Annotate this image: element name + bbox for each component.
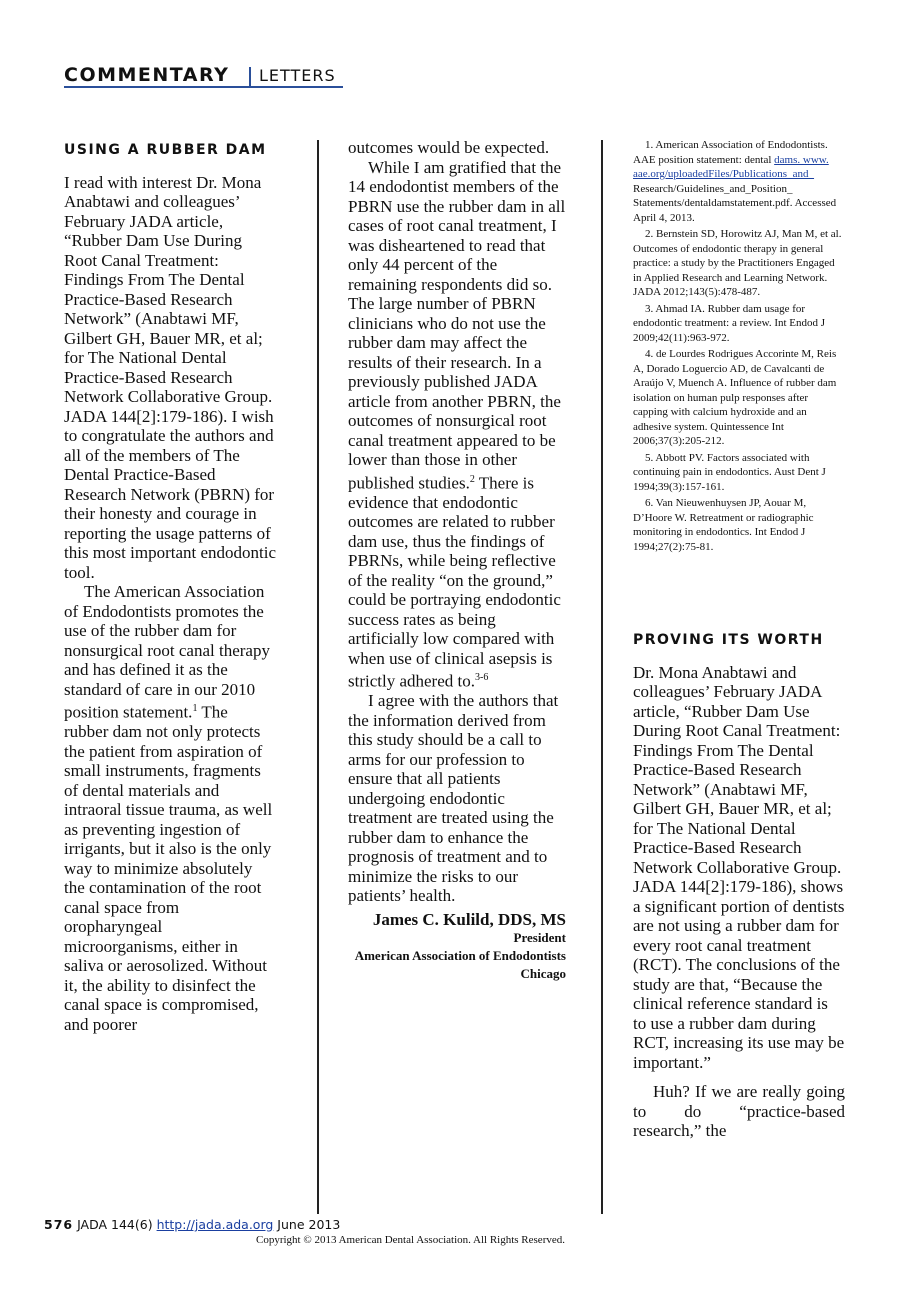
journal-url-link[interactable]: http://jada.ada.org bbox=[156, 1217, 274, 1232]
reference-item: 6. Van Nieuwenhuysen JP, Aouar M, D’Hoore W. Retreatment or radiographic monitoring in endodontics. Int Endod J 1994;27(2):75-81. bbox=[633, 497, 814, 553]
reference-item: 2. Bernstein SD, Horowitz AJ, Man M, et al. Outcomes of endodontic therapy in general practice: a study by the Practitioners Engaged in Applied Research and Learning Network. JADA 2012;143(5):478-487. bbox=[633, 228, 842, 298]
reference-text: 1. American Association of Endodontists. AAE position statement: dental bbox=[633, 139, 828, 166]
reference-link[interactable]: dams. www. aae.org/uploadedFiles/Publications_and_ bbox=[633, 153, 829, 180]
copyright-notice: Copyright © 2013 American Dental Association. All Rights Reserved. bbox=[256, 1234, 565, 1246]
reference-text-rest: Research/Guidelines_and_Position_ Statements/dentaldamstatement.pdf. Accessed April 4, 2013. bbox=[633, 182, 837, 224]
header-underline bbox=[64, 86, 343, 88]
subsection-label: LETTERS bbox=[259, 66, 336, 85]
signature-city: Chicago bbox=[520, 966, 566, 982]
reference-item bbox=[633, 138, 845, 225]
letter1-paragraph-3 bbox=[348, 158, 566, 692]
letter1-paragraph-continued: outcomes would be expected. bbox=[348, 138, 550, 157]
issue-date: June 2013 bbox=[277, 1217, 341, 1232]
letter1-paragraph-4: I agree with the authors that the information derived from this study should be a call to arms for our profession to ensure that all patients undergoing endodontic treatment are treated using the rubber dam to enhance the prognosis of treatment and to minimize the risks to our patients’ health. bbox=[348, 691, 559, 906]
letter2-paragraph-1: Dr. Mona Anabtawi and colleagues’ February JADA article, “Rubber Dam Use During Root Canal Treatment: Findings From The Dental Practice-Based Research Network” (Anabtawi MF, Gilbert GH, Bauer MR, et al; for The National Dental Practice-Based Research Network Collaborative Group. JADA 144[2]:179-186), shows a significant portion of dentists are not using a rubber dam for every root canal treatment (RCT). The conclusions of the study are that, “Because the clinical reference standard is to use a rubber dam during RCT, increasing its use may be important.” bbox=[633, 662, 845, 1072]
reference-item: 5. Abbott PV. Factors associated with continuing pain in endodontics. Aust Dent J 1994;39(3):157-161. bbox=[633, 451, 826, 493]
letter1-column-1 bbox=[64, 141, 276, 1034]
letter1-paragraph-3-text-a: While I am gratified that the 14 endodontist members of the PBRN use the rubber dam in all cases of root canal treatment, I was disheartened to read that only 44 percent of the remaining respondents did so. The large number of PBRN clinicians who do not use the rubber dam may affect the results of their research. In a previously published JADA article from another PBRN, the outcomes of nonsurgical root canal treatment appeared to be lower than those in other published studies. bbox=[348, 157, 566, 493]
letter1-paragraph-3-text-b: There is evidence that endodontic outcomes are related to rubber dam use, thus the findings of PBRNs, while being reflective of the reality “on the ground,” could be portraying endodontic success rates as being artificially low compared with when use of clinical asepsis is strictly adhered to. bbox=[348, 473, 561, 691]
footnote-ref-1: 1 bbox=[192, 703, 198, 714]
letter1-column-2 bbox=[348, 138, 566, 983]
footnote-ref-2: 2 bbox=[469, 473, 475, 485]
journal-issue: JADA 144(6) bbox=[77, 1217, 153, 1232]
signature-name: James C. Kulild, DDS, MS bbox=[372, 909, 566, 929]
letter1-paragraph-1: I read with interest Dr. Mona Anabtawi and colleagues’ February JADA article, “Rubber Dam Use During Root Canal Treatment: Findings From The Dental Practice-Based Research Network” (Anabtawi MF, Gilbert GH, Bauer MR, et al; for The National Dental Practice-Based Research Network Collaborative Group. JADA 144[2]:179-186). I wish to congratulate the authors and all of the members of The Dental Practice-Based Research Network (PBRN) for their honesty and courage in reporting the usage patterns of this most important endodontic tool. bbox=[64, 172, 277, 582]
column-rule-1 bbox=[317, 140, 319, 1214]
column-rule-2 bbox=[601, 140, 603, 1214]
reference-list bbox=[633, 138, 845, 556]
signature-organization: American Association of Endodontists bbox=[354, 948, 566, 964]
reference-item: 4. de Lourdes Rodrigues Accorinte M, Reis A, Dorado Loguercio AD, de Cavalcanti de Araújo V, Muench A. Influence of rubber dam isolation on human pulp responses after capping with calcium hydroxide and an adhesive system. Quintessence Int 2006;37(3):205-212. bbox=[633, 348, 837, 447]
page-number: 576 bbox=[44, 1217, 74, 1232]
page-footer bbox=[44, 1217, 340, 1232]
section-label: COMMENTARY bbox=[64, 64, 230, 86]
letter2-title: PROVING ITS WORTH bbox=[633, 632, 824, 648]
letter1-paragraph-2 bbox=[64, 582, 276, 1034]
letter1-paragraph-2-rest: The rubber dam not only protects the patient from aspiration of small instruments, fragments of dental materials and intraoral tissue trauma, as well as preventing ingestion of irrigants, but it also is the only way to minimize absolutely the contamination of the root canal space from oropharyngeal microorganisms, either in saliva or aerosolized. Without it, the ability to disinfect the canal space is compromised, and poorer bbox=[64, 702, 273, 1034]
letter2-column bbox=[633, 631, 845, 1141]
letter1-title: USING A RUBBER DAM bbox=[64, 142, 267, 158]
header-divider bbox=[249, 67, 251, 87]
reference-item: 3. Ahmad IA. Rubber dam usage for endodontic treatment: a review. Int Endod J 2009;42(11):963-972. bbox=[633, 302, 826, 344]
letter1-paragraph-2-text: The American Association of Endodontists promotes the use of the rubber dam for nonsurgical root canal therapy and has defined it as the standard of care in our 2010 position statement. bbox=[64, 582, 270, 722]
signature-title: President bbox=[513, 930, 566, 946]
letter2-paragraph-2: Huh? If we are really going to do “practice-based research,” the bbox=[633, 1082, 845, 1140]
footnote-ref-3-6: 3-6 bbox=[475, 672, 489, 684]
